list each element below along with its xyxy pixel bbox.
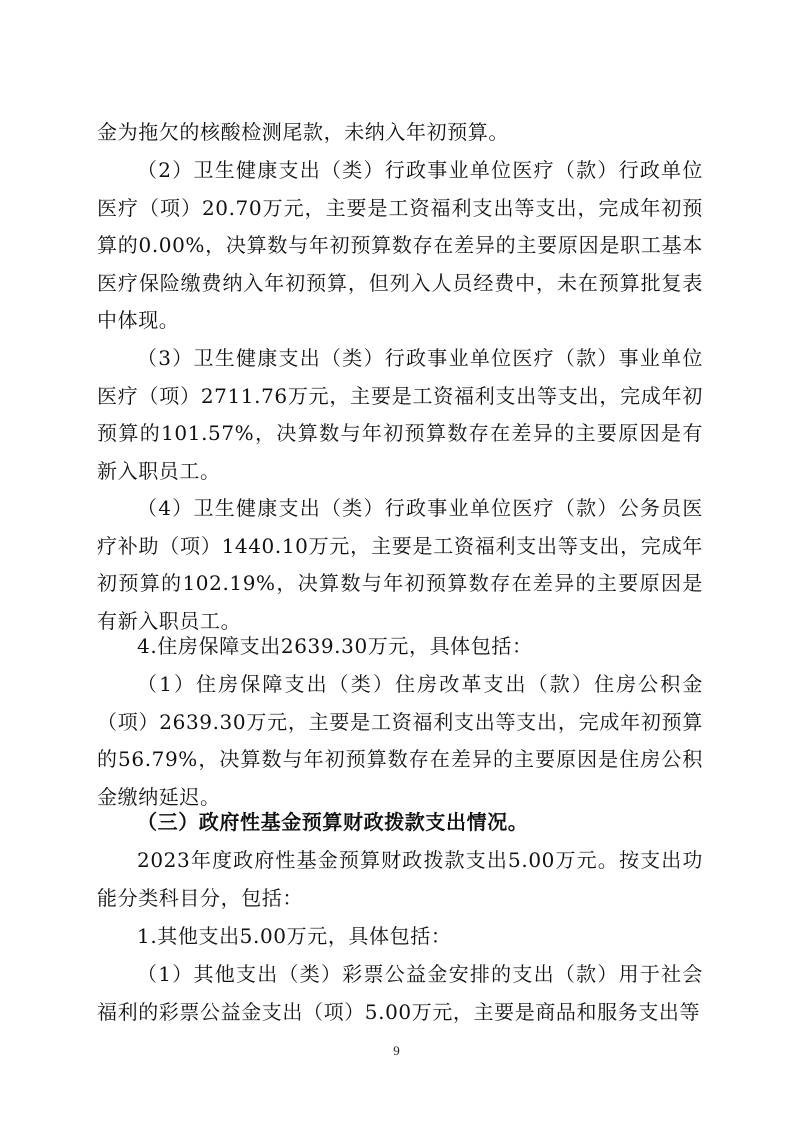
paragraph-fund-summary: 2023年度政府性基金预算财政拨款支出5.00万元。按支出功能分类科目分，包括： <box>97 848 703 910</box>
paragraph-item-3: （3）卫生健康支出（类）行政事业单位医疗（款）事业单位医疗（项）2711.76万元，主要是工资福利支出等支出，完成年初预算的101.57%，决算数与年初预算数存在差异的主要原因是有新入职员工。 <box>97 346 703 483</box>
paragraph-housing-summary: 4.住房保障支出2639.30万元，具体包括： <box>137 634 533 658</box>
paragraph-other-summary: 1.其他支出5.00万元，具体包括： <box>137 924 452 948</box>
paragraph-housing-item-1: （1）住房保障支出（类）住房改革支出（款）住房公积金（项）2639.30万元，主要是工资福利支出等支出，完成年初预算的56.79%，决算数与年初预算数存在差异的主要原因是住房公积金缴纳延迟。 <box>97 672 703 809</box>
paragraph-item-4: （4）卫生健康支出（类）行政事业单位医疗（款）公务员医疗补助（项）1440.10万元，主要是工资福利支出等支出，完成年初预算的102.19%，决算数与年初预算数存在差异的主要原因是有新入职员工。 <box>97 496 703 633</box>
paragraph-other-item-1: （1）其他支出（类）彩票公益金安排的支出（款）用于社会福利的彩票公益金支出（项）5.00万元，主要是商品和服务支出等 <box>97 962 703 1024</box>
paragraph-continuation: 金为拖欠的核酸检测尾款，未纳入年初预算。 <box>97 120 509 144</box>
page-number: 9 <box>393 1043 400 1058</box>
paragraph-item-2: （2）卫生健康支出（类）行政事业单位医疗（款）行政单位医疗（项）20.70万元，主要是工资福利支出等支出，完成年初预算的0.00%，决算数与年初预算数存在差异的主要原因是职工基本医疗保险缴费纳入年初预算，但列入人员经费中，未在预算批复表中体现。 <box>97 158 703 332</box>
section-heading: （三）政府性基金预算财政拨款支出情况。 <box>137 810 529 834</box>
